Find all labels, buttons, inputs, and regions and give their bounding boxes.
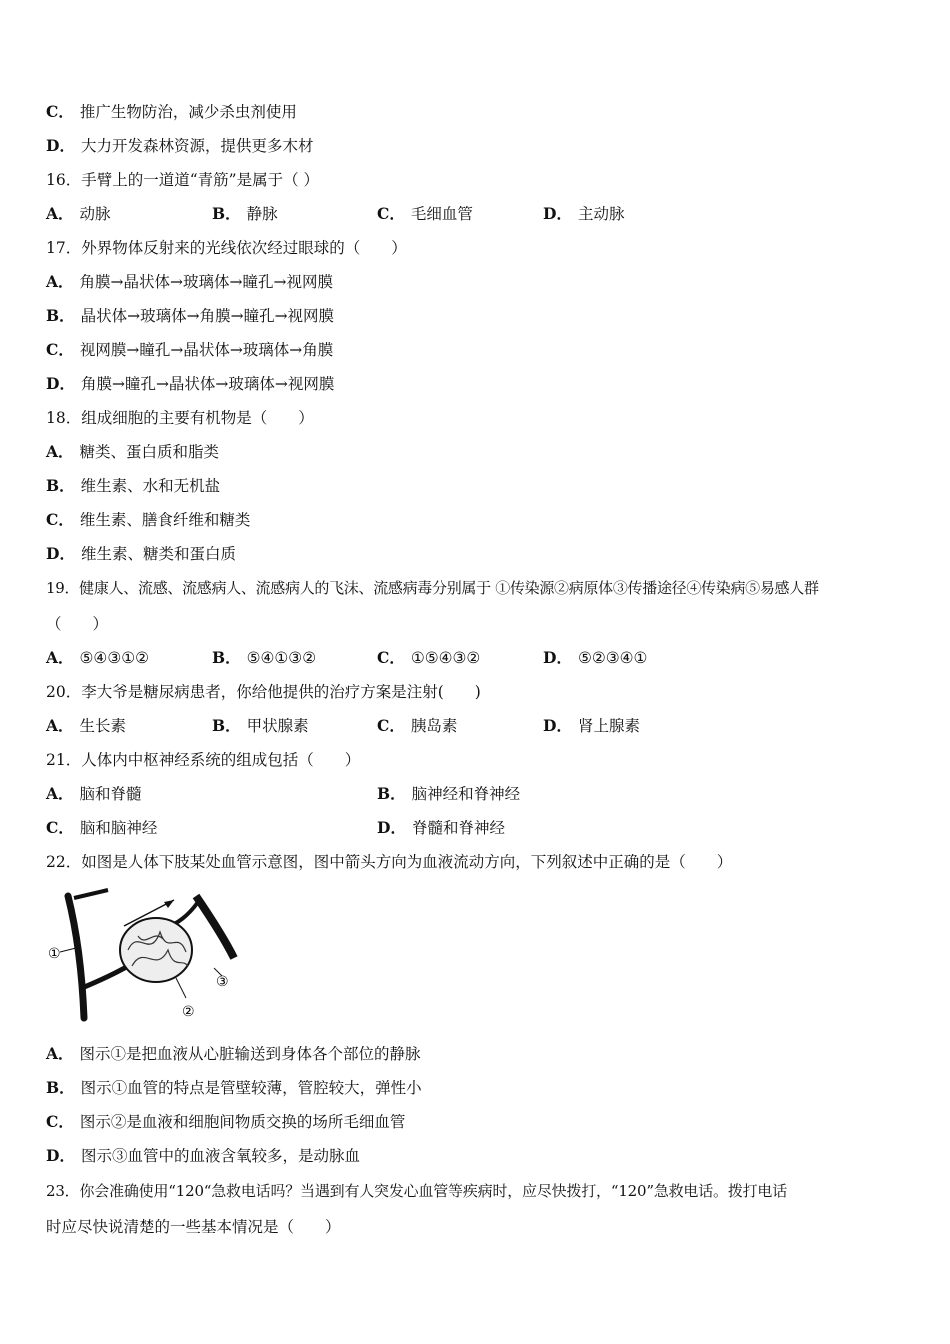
- q16-stem: 16．手臂上的一道道“青筋”是属于（ ）: [46, 171, 319, 189]
- q20-stem: 20．李大爷是糖尿病患者，你给他提供的治疗方案是注射( ): [46, 683, 481, 701]
- q17-stem: 17．外界物体反射来的光线依次经过眼球的（ ）: [46, 239, 407, 257]
- q18-option-b: B． 维生素、水和无机盐: [46, 476, 221, 495]
- blood-vessel-figure: [46, 888, 246, 1028]
- capillary-network: [120, 918, 192, 982]
- q19-stem-cont: （ ）: [46, 615, 109, 633]
- q19-option-b: B． ⑤④①③②: [212, 648, 317, 667]
- q16-option-d: D． 主动脉: [543, 204, 625, 223]
- q16-option-c: C． 毛细血管: [377, 204, 473, 223]
- q18-option-d: D． 维生素、糖类和蛋白质: [46, 544, 236, 563]
- q23-stem-cont: 时应尽快说清楚的一些基本情况是（ ）: [46, 1218, 341, 1236]
- label-1: ①: [48, 946, 61, 962]
- vessel-1-to-capillaries: [82, 966, 128, 988]
- q15-option-c: C． 推广生物防治，减少杀虫剂使用: [46, 102, 297, 121]
- leader-1: [60, 948, 76, 952]
- q17-option-b: B． 晶状体→玻璃体→角膜→瞳孔→视网膜: [46, 306, 335, 325]
- q21-option-a: A． 脑和脊髓: [46, 784, 142, 803]
- flow-arrow-head: [164, 900, 174, 908]
- q15-option-d: D． 大力开发森林资源，提供更多木材: [46, 136, 314, 155]
- q18-option-c: C． 维生素、膳食纤维和糖类: [46, 510, 251, 529]
- label-2: ②: [182, 1004, 195, 1020]
- q23-stem: 23．你会准确使用“120“急救电话吗？当遇到有人突发心血管等疾病时，应尽快拨打，“120”急救电话。拨打电话: [46, 1182, 788, 1200]
- q22-option-c: C． 图示②是血液和细胞间物质交换的场所毛细血管: [46, 1112, 406, 1131]
- q20-option-a: A． 生长素: [46, 716, 127, 735]
- q16-option-b: B． 静脉: [212, 204, 278, 223]
- q18-stem: 18．组成细胞的主要有机物是（ ）: [46, 409, 314, 427]
- leader-2: [176, 978, 186, 998]
- q17-option-a: A． 角膜→晶状体→玻璃体→瞳孔→视网膜: [46, 272, 333, 291]
- q21-stem: 21．人体内中枢神经系统的组成包括（ ）: [46, 751, 361, 769]
- q19-option-a: A． ⑤④③①②: [46, 648, 150, 667]
- q20-option-d: D． 肾上腺素: [543, 716, 640, 735]
- q20-option-b: B． 甲状腺素: [212, 716, 309, 735]
- q16-option-a: A． 动脉: [46, 204, 111, 223]
- q19-option-c: C． ①⑤④③②: [377, 648, 481, 667]
- q18-option-a: A． 糖类、蛋白质和脂类: [46, 442, 220, 461]
- vessel-3: [196, 896, 234, 958]
- q22-option-a: A． 图示①是把血液从心脏输送到身体各个部位的静脉: [46, 1044, 421, 1063]
- q22-option-d: D． 图示③血管中的血液含氧较多，是动脉血: [46, 1146, 360, 1165]
- label-3: ③: [216, 974, 229, 990]
- q20-option-c: C． 胰岛素: [377, 716, 458, 735]
- q19-stem: 19．健康人、流感、流感病人、流感病人的飞沫、流感病毒分别属于 ①传染源②病原体③传播途径④传染病⑤易感人群: [46, 579, 819, 597]
- q22-option-b: B． 图示①血管的特点是管壁较薄，管腔较大，弹性小: [46, 1078, 422, 1097]
- q21-option-d: D． 脊髓和脊神经: [377, 818, 505, 837]
- vessel-1-branch: [74, 890, 108, 898]
- q17-option-d: D． 角膜→瞳孔→晶状体→玻璃体→视网膜: [46, 374, 335, 393]
- q17-option-c: C． 视网膜→瞳孔→晶状体→玻璃体→角膜: [46, 340, 334, 359]
- q19-option-d: D． ⑤②③④①: [543, 648, 648, 667]
- q21-option-b: B． 脑神经和脊神经: [377, 784, 521, 803]
- vessel-1: [68, 896, 84, 1018]
- q22-stem: 22．如图是人体下肢某处血管示意图，图中箭头方向为血液流动方向，下列叙述中正确的是（ ）: [46, 853, 733, 871]
- q21-option-c: C． 脑和脑神经: [46, 818, 158, 837]
